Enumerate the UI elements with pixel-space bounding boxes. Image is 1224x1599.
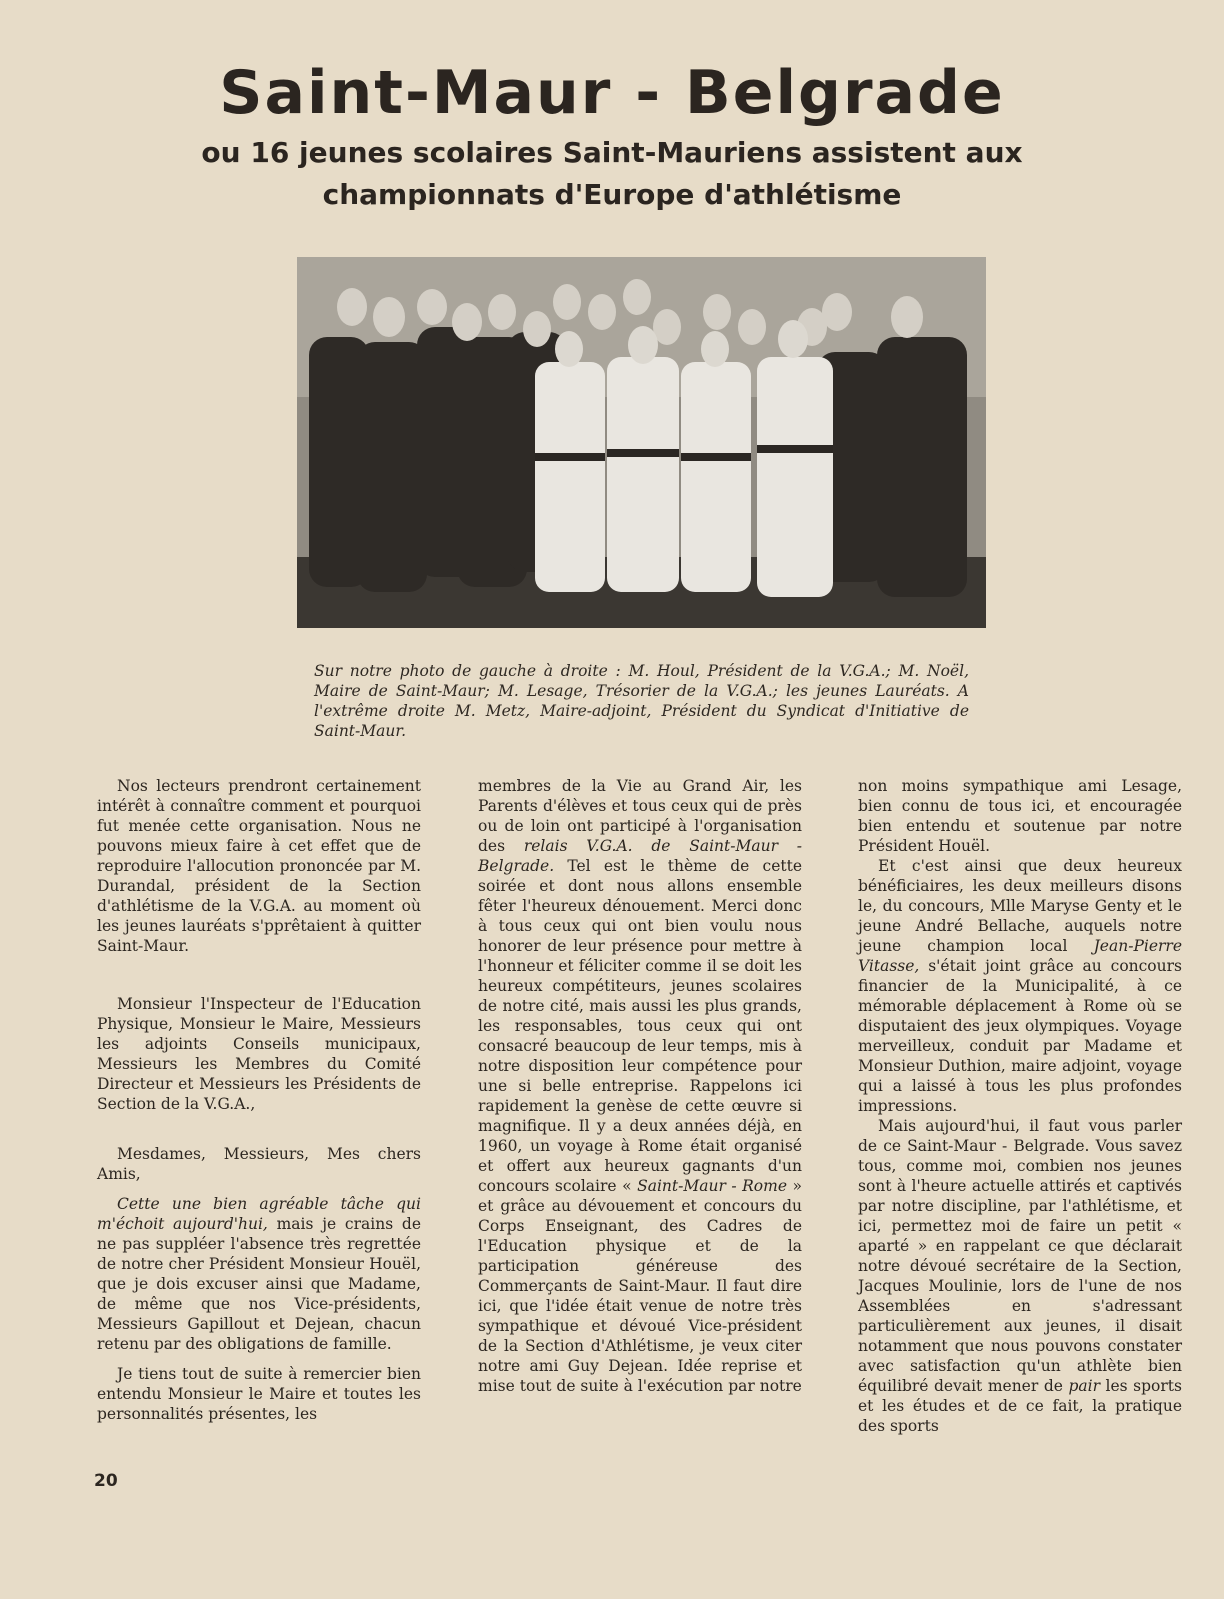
article-subtitle: ou 16 jeunes scolaires Saint-Mauriens assistent aux championnats d'Europe d'athlétisme (201, 136, 1023, 211)
italic-text: Saint-Maur - Rome (637, 1177, 787, 1195)
paragraph (858, 856, 1182, 1116)
paragraph (97, 1194, 421, 1354)
text: Mais aujourd'hui, il faut vous parler de ce Saint-Maur - Belgrade. Vous savez tous, comme moi, combien nos jeunes sont à l'heure actuelle attirés et captivés par notre discipline, par l'athlétisme, et ici, permettez moi de faire un petit « aparté » en rappelant ce que déclarait notre dévoué secrétaire de la Section, Jacques Moulinie, lors de l'une de nos Assemblées en s'adressant particulièrement aux jeunes, il disait notamment que nous pouvons constater avec satisfaction qu'un athlète bien équilibré devait mener de (858, 1117, 1182, 1395)
italic-text: pair (1068, 1377, 1100, 1395)
article-column-3 (858, 776, 1182, 1436)
italic-text: Jean-Pierre Vitasse, (858, 937, 1182, 975)
paragraph: non moins sympathique ami Lesage, bien connu de tous ici, et encouragée bien entendu et soutenue par notre Président Houël. (858, 777, 1182, 855)
paragraph (858, 1116, 1182, 1436)
text: Tel est le thème de cette soirée et dont nous allons ensemble fêter l'heureux dénouement. Merci donc à tous ceux qui ont bien voulu nous honorer de leur présence pour mettre à l'honneur et féliciter comme il se doit les heureux compétiteurs, jeunes scolaires de notre cité, mais aussi les plus grands, les responsables, tous ceux qui ont consacré beaucoup de leur temps, mis à notre disposition leur compétence pour une si belle entreprise. Rappelons ici rapidement la genèse de cette œuvre si magnifique. Il y a deux années déjà, en 1960, un voyage à Rome était organisé et offert aux heureux gagnants d'un concours scolaire « (478, 857, 802, 1195)
text: s'était joint grâce au concours financier de la Municipalité, à ce mémorable déplacement à Rome où se disputaient des jeux olympiques. Voyage merveilleux, conduit par Madame et Monsieur Duthion, maire adjoint, voyage qui a laissé à tous les plus profondes impressions. (858, 957, 1182, 1115)
paragraph: Mesdames, Messieurs, Mes chers Amis, (97, 1145, 421, 1183)
group-photo-illustration (297, 257, 986, 628)
article-title: Saint-Maur - Belgrade (219, 58, 1005, 128)
text: membres de la Vie au Grand Air, les Parents d'élèves et tous ceux qui de près ou de loin ont participé à l'organisation des (478, 777, 802, 855)
page-number: 20 (94, 1471, 118, 1491)
photo-caption: Sur notre photo de gauche à droite : M. Houl, Président de la V.G.A.; M. Noël, Maire de Saint-Maur; M. Lesage, Trésorier de la V.G.A.; les jeunes Lauréats. A l'extrême droite M. Metz, Maire-adjoint, Président du Syndicat d'Initiative de Saint-Maur. (314, 662, 969, 740)
paragraph: Je tiens tout de suite à remercier bien entendu Monsieur le Maire et toutes les personnalités présentes, les (97, 1365, 421, 1423)
text: mais je crains de ne pas suppléer l'absence très regrettée de notre cher Président Monsieur Houël, que je dois excuser ainsi que Madame, de même que nos Vice-présidents, Messieurs Gapillout et Dejean, chacun retenu par des obligations de famille. (97, 1215, 422, 1353)
group-photo (297, 257, 986, 628)
italic-text: relais V.G.A. de Saint-Maur - Belgrade. (478, 837, 802, 875)
text: » et grâce au dévouement et concours du Corps Enseignant, des Cadres de l'Education physique et de la participation généreuse des Commerçants de Saint-Maur. Il faut dire ici, que l'idée était venue de notre très sympathique et dévoué Vice-président de la Section d'Athlétisme, je veux citer notre ami Guy Dejean. Idée reprise et mise tout de suite à l'exécution par notre (478, 1177, 802, 1395)
text: les sports et les études et de ce fait, la pratique des sports (858, 1377, 1182, 1435)
italic-text: Cette une bien agréable tâche qui m'échoit aujourd'hui, (97, 1195, 421, 1233)
article-column-1 (97, 776, 421, 1424)
paragraph: Nos lecteurs prendront certainement intérêt à connaître comment et pourquoi fut menée cette organisation. Nous ne pouvons mieux faire à cet effet que de reproduire l'allocution prononcée par M. Durandal, président de la Section d'athlétisme de la V.G.A. au moment où les jeunes lauréats s'pprêtaient à quitter Saint-Maur. (97, 777, 421, 955)
paragraph (478, 776, 802, 1396)
paragraph: Monsieur l'Inspecteur de l'Education Physique, Monsieur le Maire, Messieurs les adjoints Conseils municipaux, Messieurs les Membres du Comité Directeur et Messieurs les Présidents de Section de la V.G.A., (97, 995, 421, 1113)
article-column-2 (478, 776, 802, 1396)
text: Et c'est ainsi que deux heureux bénéficiaires, les deux meilleurs disons le, du concours, Mlle Maryse Genty et le jeune André Bellache, auquels notre jeune champion local (858, 857, 1182, 955)
